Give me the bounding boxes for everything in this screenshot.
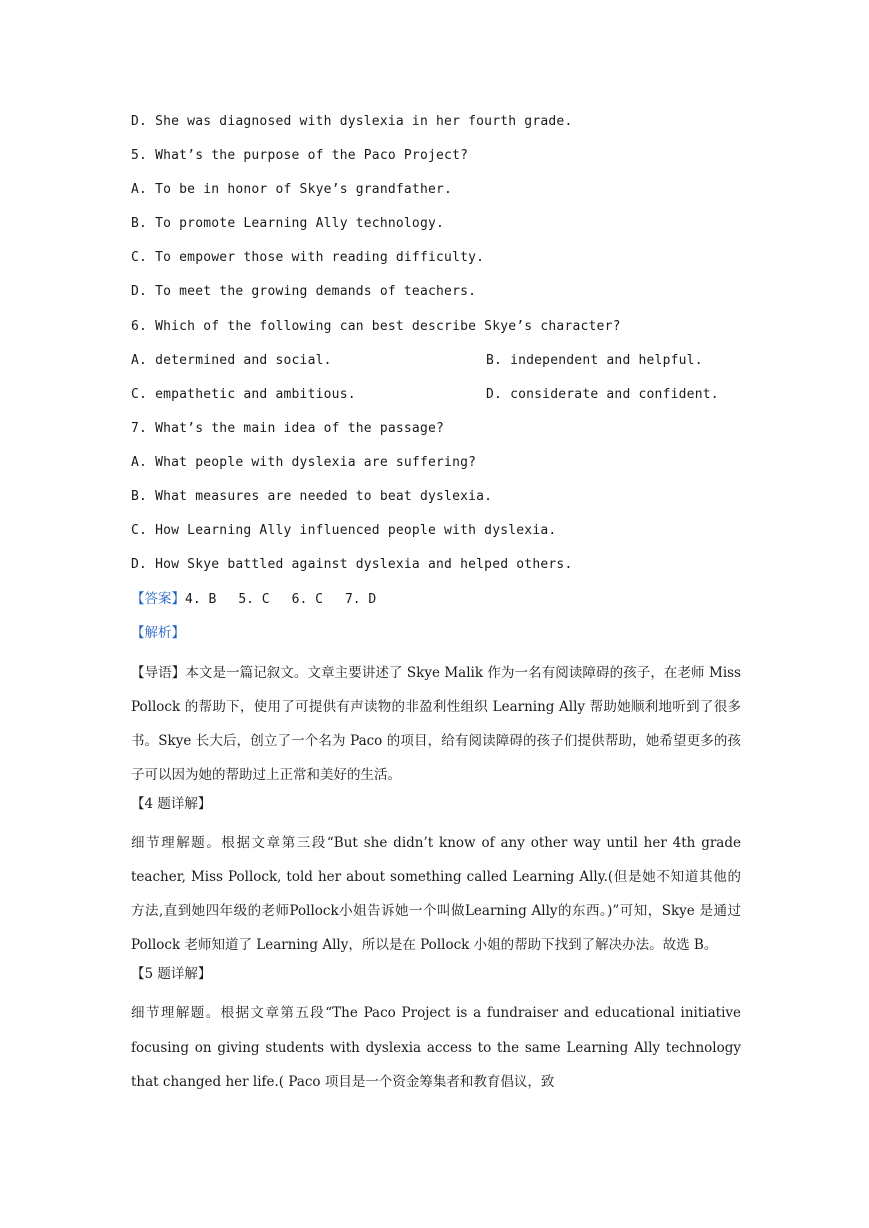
intro-text: 本文是一篇记叙文。文章主要讲述了 Skye Malik 作为一名有阅读障碍的孩子，在老师 Miss Pollock 的帮助下，使用了可提供有声读物的非盈利性组织 Learning Ally 帮助她顺利地听到了很多书。Skye 长大后，创立了一个名为 Paco 的项目，给有阅读障碍的孩子们提供帮助，她希望更多的孩子可以因为她的帮助过上正常和美好的生活。: [131, 664, 741, 783]
q7-option-d: D. How Skye battled against dyslexia and helped others.: [131, 557, 573, 573]
answer-6: 6. C: [291, 592, 323, 608]
q7-option-b: B. What measures are needed to beat dyslexia.: [131, 489, 493, 505]
q7-option-a: A. What people with dyslexia are suffering?: [131, 454, 477, 470]
q6-options-row-1: [131, 349, 741, 383]
q6-question: 6. Which of the following can best describe Skye’s character?: [131, 318, 621, 334]
q7-question: 7. What’s the main idea of the passage?: [131, 420, 445, 436]
q6-option-b: B. independent and helpful.: [486, 352, 703, 368]
answer-7: 7. D: [344, 592, 377, 608]
answer-5: 5. C: [238, 592, 270, 608]
q5-option-c: C. To empower those with reading difficulty.: [131, 250, 485, 266]
q4-option-d: D. She was diagnosed with dyslexia in her fourth grade.: [131, 114, 573, 129]
detail4-paragraph: 细节理解题。根据文章第三段“But she didn’t know of any other way until her 4th grade teacher, Miss Pollock, told her about something called Learning Ally.(但是她不知道其他的方法,直到她四年级的老师Pollock小姐告诉她一个叫做Learning Ally的东西。)”可知，Skye 是通过 Pollock 老师知道了 Learning Ally，所以是在 Pollock 小姐的帮助下找到了解决办法。故选 B。: [131, 834, 741, 954]
detail5-paragraph: 细节理解题。根据文章第五段“The Paco Project is a fundraiser and educational initiative focusing on giving students with dyslexia access to the same Learning Ally technology that changed her life.( Paco 项目是一个资金筹集者和教育倡议，致: [131, 1005, 741, 1090]
q5-option-d: D. To meet the growing demands of teachers.: [131, 284, 477, 300]
answer-values: [185, 592, 398, 607]
intro-paragraph: [131, 656, 741, 792]
document-page: [131, 110, 741, 1099]
detail4-tag: 【4 题详解】: [131, 795, 212, 812]
intro-tag: 【导语】: [131, 664, 186, 681]
answer-tag: 【答案】: [131, 591, 185, 608]
answer-line: [131, 587, 741, 621]
q6-option-d: D. considerate and confident.: [486, 386, 719, 402]
q5-option-a: A. To be in honor of Skye’s grandfather.: [131, 182, 453, 198]
q5-question: 5. What’s the purpose of the Paco Project?: [131, 148, 469, 164]
q6-option-a: A. determined and social.: [131, 352, 332, 368]
q5-option-b: B. To promote Learning Ally technology.: [131, 216, 445, 232]
answer-4: 4. B: [185, 592, 217, 608]
q6-option-c: C. empathetic and ambitious.: [131, 386, 356, 402]
analysis-tag: 【解析】: [131, 625, 185, 642]
q7-option-c: C. How Learning Ally influenced people with dyslexia.: [131, 523, 557, 539]
detail5-tag: 【5 题详解】: [131, 966, 212, 983]
q6-options-row-2: [131, 383, 741, 417]
